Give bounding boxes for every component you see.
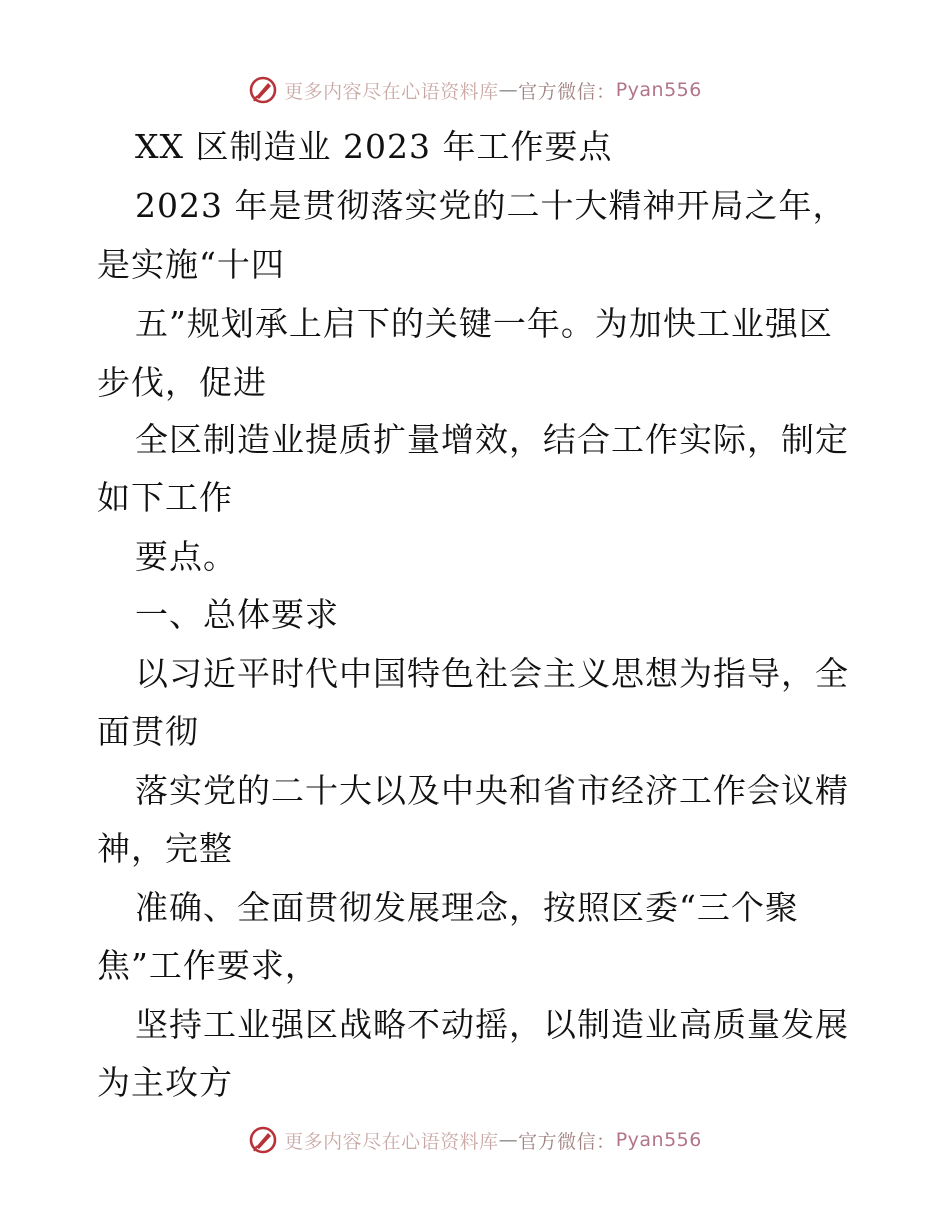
paragraph-line: 2023 年是贯彻落实党的二十大精神开局之年， bbox=[135, 186, 847, 225]
paragraph-line: 面贯彻 bbox=[97, 712, 199, 751]
paragraph-line: 神，完整 bbox=[97, 829, 233, 868]
watermark-separator: — bbox=[498, 79, 519, 101]
paragraph-line: 五”规划承上启下的关键一年。为加快工业强区 bbox=[135, 304, 833, 343]
section-heading: 一、总体要求 bbox=[135, 595, 339, 634]
paragraph-line: 落实党的二十大以及中央和省市经济工作会议精 bbox=[135, 771, 849, 810]
paragraph-line: 要点。 bbox=[135, 537, 237, 576]
paragraph-line: 是实施“十四 bbox=[97, 245, 285, 284]
paragraph-line: 如下工作 bbox=[97, 478, 233, 517]
watermark-wechat-label: 官方微信： bbox=[518, 1130, 616, 1153]
paragraph-line: 准确、全面贯彻发展理念，按照区委“三个聚 bbox=[135, 888, 799, 927]
paragraph-line: 以习近平时代中国特色社会主义思想为指导，全 bbox=[135, 654, 849, 693]
paragraph-line: 步伐，促进 bbox=[97, 363, 267, 402]
document-title: XX 区制造业 2023 年工作要点 bbox=[135, 127, 613, 166]
footer-watermark bbox=[0, 1122, 950, 1158]
watermark-main-text: 更多内容尽在心语资料库 bbox=[284, 1130, 499, 1153]
watermark-separator: — bbox=[498, 1129, 519, 1151]
watermark-wechat-handle: Pyan556 bbox=[615, 1129, 702, 1151]
paragraph-line: 焦”工作要求， bbox=[97, 946, 319, 985]
paragraph-line: 为主攻方 bbox=[97, 1063, 233, 1102]
quill-pen-circle-icon bbox=[248, 1125, 278, 1155]
watermark-main-text: 更多内容尽在心语资料库 bbox=[284, 80, 499, 103]
paragraph-line: 坚持工业强区战略不动摇，以制造业高质量发展 bbox=[135, 1005, 849, 1044]
watermark-wechat-label: 官方微信： bbox=[518, 80, 616, 103]
paragraph-line: 全区制造业提质扩量增效，结合工作实际，制定 bbox=[135, 420, 849, 459]
watermark-wechat-handle: Pyan556 bbox=[615, 79, 702, 101]
